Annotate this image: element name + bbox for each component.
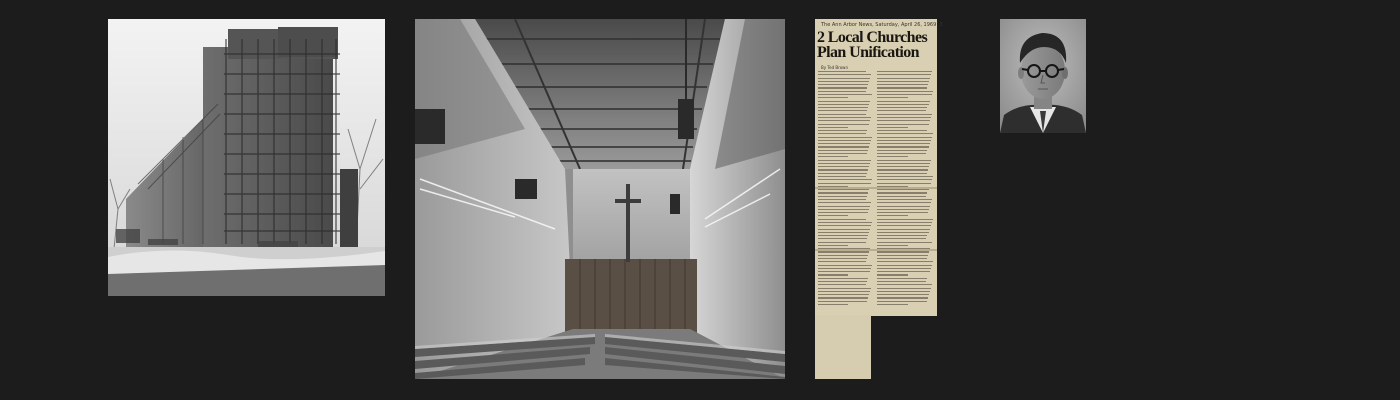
- clipping-column: [818, 71, 872, 313]
- clipping-byline: By Ted Brown: [821, 65, 848, 70]
- newspaper-clipping[interactable]: [815, 19, 943, 379]
- construction-photo-image: [108, 19, 385, 296]
- clipping-column: [877, 71, 933, 313]
- interior-photo-image: [415, 19, 785, 379]
- clipping-fold: [815, 187, 937, 189]
- interior-photo[interactable]: [415, 19, 785, 379]
- clipping-fold: [815, 249, 937, 251]
- clipping-headline: 2 Local Churches Plan Unification: [817, 29, 928, 61]
- clipping-paper-tail: [815, 315, 871, 379]
- clipping-dateline: The Ann Arbor News, Saturday, April 26, 1969 3: [821, 22, 943, 28]
- portrait-photo[interactable]: [1000, 19, 1086, 133]
- construction-photo[interactable]: [108, 19, 385, 296]
- clipping-body-text: [818, 71, 934, 313]
- portrait-photo-image: [1000, 19, 1086, 133]
